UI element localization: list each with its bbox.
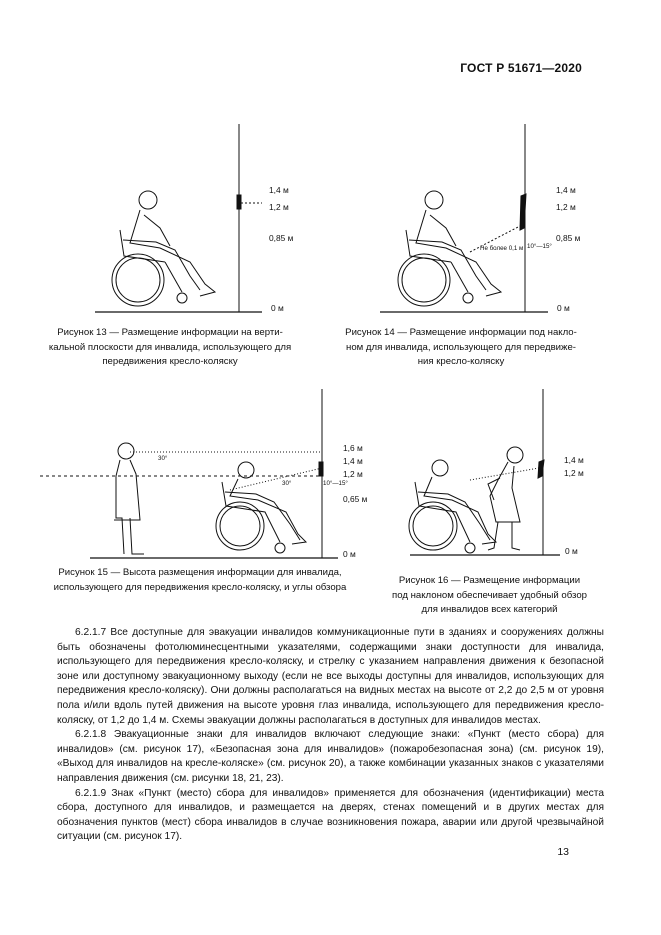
fig13-caption-line: передвижения кресло-коляску	[102, 356, 238, 367]
fig15-label-0: 0 м	[343, 549, 356, 559]
fig15-angle-10-15: 10°—15°	[323, 480, 348, 487]
fig14-distance-note: Не более 0,1 м	[480, 245, 524, 252]
fig16-caption	[372, 574, 607, 618]
fig15-angle-30-top: 30°	[158, 455, 168, 462]
paragraph-6-2-1-7: 6.2.1.7 Все доступные для эвакуации инвалидов коммуникационные пути в зданиях и сооружениях должны быть обозначены фотолюминесцентными указателями, содержащими знаки доступности для инвалида, использующего для передвижения кресло-коляску, и стрелку с указанием направления движения к безопасной зоне или доступному эвакуационному выходу (если не все выходы доступны для инвалидов, использующих для передвижения кресло-коляску). Они должны располагаться на видных местах на высоте от 2,2 до 2,5 м от уровня пола и/или вдоль путей движения на высоте уровня глаз инвалида, использующего для передвижения кресло-коляску, от 1,2 до 1,4 м. Схемы эвакуации должны располагаться в доступных для инвалидов местах.	[57, 627, 604, 726]
body-text	[57, 626, 604, 845]
fig13-caption-line: Рисунок 13 — Размещение информации на верти-	[57, 327, 283, 338]
fig14-label-0: 0 м	[557, 303, 570, 313]
fig13-label-0: 0 м	[271, 303, 284, 313]
fig13-label-1-2: 1,2 м	[269, 202, 289, 212]
fig14-label-0-85: 0,85 м	[556, 233, 581, 243]
page-number: 13	[557, 846, 569, 858]
fig15-label-1-4: 1,4 м	[343, 456, 363, 466]
fig13-caption-line: кальной плоскости для инвалида, использующего для	[48, 341, 292, 353]
fig14-label-1-2: 1,2 м	[556, 202, 576, 212]
fig16-caption-line: Рисунок 16 — Размещение информации	[398, 575, 581, 586]
fig14-label-1-4: 1,4 м	[556, 185, 576, 195]
fig13-label-1-4: 1,4 м	[269, 185, 289, 195]
fig16-caption-line: под наклоном обеспечивает удобный обзор	[392, 589, 587, 601]
fig14-caption-line: Рисунок 14 — Размещение информации под накло-	[345, 327, 577, 338]
fig15-label-1-2: 1,2 м	[343, 469, 363, 479]
fig14-angle-note: 10°—15°	[527, 243, 552, 250]
fig15-label-1-6: 1,6 м	[343, 443, 363, 453]
fig15-angle-30-bottom: 30°	[282, 480, 292, 487]
fig15-caption-line: Рисунок 15 — Высота размещения информации для инвалида,	[58, 567, 342, 578]
paragraph-6-2-1-8: 6.2.1.8 Эвакуационные знаки для инвалидов включают следующие знаки: «Пункт (место сбора) для инвалидов» (см. рисунок 17), «Безопасная зона для инвалидов» (пожаробезопасная зона) (см. рисунок 19), «Выход для инвалидов на кресле-коляске» (см. рисунок 20), а также комбинации указанных знаков с указателями направления движения (см. рисунки 18, 21, 23).	[57, 729, 604, 784]
fig16-label-1-4: 1,4 м	[564, 455, 584, 465]
paragraph-6-2-1-9: 6.2.1.9 Знак «Пункт (место) сбора для инвалидов» применяется для обозначения (идентификации) места сбора, доступного для инвалидов, и размещается на дверях, стенах помещений и в других местах для обозначения пунктов (мест) сбора инвалидов в случае возникновения пожара, аварии или другой чрезвычайной ситуации (см. рисунок 17).	[57, 787, 604, 843]
fig16-caption-line: для инвалидов всех категорий	[421, 604, 558, 615]
fig16-label-1-2: 1,2 м	[564, 468, 584, 478]
fig13-label-0-85: 0,85 м	[269, 233, 294, 243]
fig15-label-0-65: 0,65 м	[343, 494, 368, 504]
fig16-label-0: 0 м	[565, 546, 578, 556]
document-code: ГОСТ Р 51671—2020	[460, 61, 582, 75]
fig14-caption-line: ном для инвалида, использующего для передвиже-	[346, 341, 576, 353]
fig14-caption-line: ния кресло-коляску	[417, 356, 505, 367]
fig15-caption-line: использующего для передвижения кресло-коляску, и углы обзора	[53, 581, 347, 593]
